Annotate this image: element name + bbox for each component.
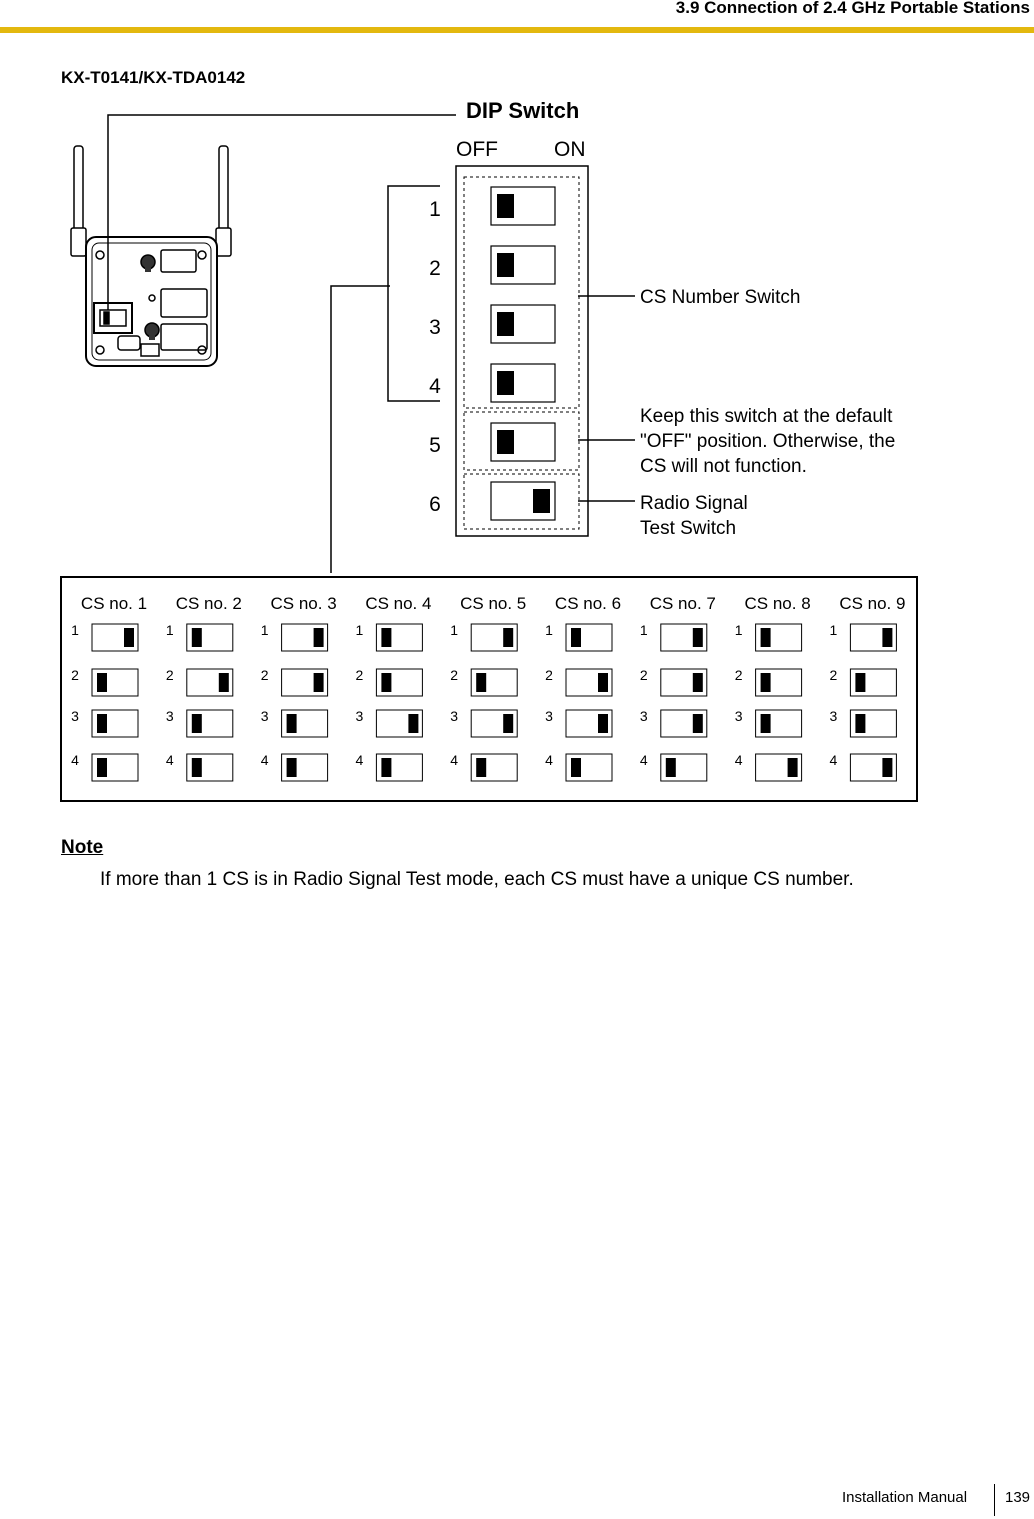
keep-default-line: Keep this switch at the default xyxy=(640,406,893,427)
cs-column-label: CS no. 2 xyxy=(175,594,242,613)
dip-switch-lever xyxy=(497,253,514,277)
radio-signal-test-label xyxy=(640,491,748,541)
cs-switch-lever xyxy=(97,758,107,777)
cs-row-number: 4 xyxy=(639,752,648,768)
cs-row-number: 2 xyxy=(355,667,364,683)
cs-switch-lever xyxy=(598,714,608,733)
cs-row-number: 3 xyxy=(165,708,174,724)
keep-default-line: "OFF" position. Otherwise, the xyxy=(640,431,896,452)
cs-switch-lever xyxy=(882,628,892,647)
cs-row-number: 4 xyxy=(450,752,459,768)
cs-switch-lever xyxy=(666,758,676,777)
cs-row-number: 2 xyxy=(260,667,269,683)
dip-switch-title: DIP Switch xyxy=(466,98,580,123)
cs-switch-lever xyxy=(476,673,486,692)
cs-switch-lever xyxy=(381,673,391,692)
cs-row-number: 2 xyxy=(639,667,648,683)
cs-row-number: 2 xyxy=(545,667,553,683)
cs-column-label: CS no. 9 xyxy=(839,594,906,613)
cs-switch-lever xyxy=(571,628,581,647)
cs-switch-lever xyxy=(761,628,771,647)
cs-unit-illustration xyxy=(71,146,231,366)
page-number: 139 xyxy=(1005,1489,1031,1506)
cs-switch-lever xyxy=(882,758,892,777)
cs-row-number: 3 xyxy=(545,708,553,724)
cs-number-switch-label: CS Number Switch xyxy=(640,287,801,308)
dip-group-outlines xyxy=(464,177,579,529)
cs-row-number: 3 xyxy=(355,708,364,724)
dip-switch-number: 4 xyxy=(429,375,441,398)
cs-row-number: 4 xyxy=(165,752,174,768)
cs-column-label: CS no. 1 xyxy=(80,594,148,613)
cs-row-number: 1 xyxy=(165,622,174,638)
cs-switch-lever xyxy=(855,714,865,733)
cs-switch-lever xyxy=(761,673,771,692)
cs-row-number: 1 xyxy=(734,622,743,638)
cs-switch-lever xyxy=(287,758,297,777)
dip-switch-lever xyxy=(497,371,514,395)
note-text: If more than 1 CS is in Radio Signal Test mode, each CS must have a unique CS number. xyxy=(100,869,854,890)
cs-switch-lever xyxy=(97,673,107,692)
cs-column-label: CS no. 8 xyxy=(744,594,811,613)
cs-switch-lever xyxy=(598,673,608,692)
cs-column-label: CS no. 6 xyxy=(554,594,622,613)
cs-row-number: 4 xyxy=(355,752,364,768)
cs-row-number: 3 xyxy=(260,708,269,724)
cs-column-label: CS no. 3 xyxy=(270,594,337,613)
keep-default-line: CS will not function. xyxy=(640,456,807,477)
cs-row-number: 1 xyxy=(545,622,553,638)
cs-switch-lever xyxy=(693,673,703,692)
cs-row-number: 1 xyxy=(355,622,364,638)
dip-switch-number: 6 xyxy=(429,493,441,516)
cs-switch-lever xyxy=(381,758,391,777)
cs-column-label: CS no. 7 xyxy=(649,594,716,613)
cs-switch-lever xyxy=(503,628,513,647)
cs-switch-lever xyxy=(314,673,324,692)
radio-signal-line: Radio Signal xyxy=(640,493,748,514)
cs-switch-lever xyxy=(503,714,513,733)
cs-row-number: 1 xyxy=(71,622,79,638)
dip-switch-number: 2 xyxy=(429,257,441,280)
on-label: ON xyxy=(554,138,586,161)
cs-row-number: 3 xyxy=(71,708,79,724)
dip-switch-lever xyxy=(533,489,550,513)
note-title: Note xyxy=(61,837,104,858)
cs-switch-lever xyxy=(408,714,418,733)
keep-default-note xyxy=(640,404,895,479)
model-title: KX-T0141/KX-TDA0142 xyxy=(61,68,246,87)
cs-row-number: 1 xyxy=(639,622,648,638)
dip-switch-lever xyxy=(497,312,514,336)
dip-switch-number: 3 xyxy=(429,316,441,339)
radio-signal-line: Test Switch xyxy=(640,518,737,539)
cs-row-number: 1 xyxy=(829,622,838,638)
cs-row-number: 4 xyxy=(260,752,269,768)
cs-switch-lever xyxy=(287,714,297,733)
cs-row-number: 3 xyxy=(734,708,743,724)
cs-switch-lever xyxy=(192,714,202,733)
cs-row-number: 3 xyxy=(829,708,838,724)
cs-row-number: 2 xyxy=(71,667,79,683)
cs-switch-lever xyxy=(192,758,202,777)
footer-divider xyxy=(994,1484,995,1516)
section-title: 3.9 Connection of 2.4 GHz Portable Stations xyxy=(675,0,1030,17)
cs-row-number: 4 xyxy=(734,752,743,768)
cs-switch-lever xyxy=(314,628,324,647)
cs-switch-lever xyxy=(571,758,581,777)
cs-row-number: 2 xyxy=(450,667,459,683)
cs-switch-lever xyxy=(124,628,134,647)
cs-switch-lever xyxy=(761,714,771,733)
cs-row-number: 2 xyxy=(165,667,174,683)
off-label: OFF xyxy=(456,138,498,161)
footer-manual-title: Installation Manual xyxy=(842,1489,968,1506)
dip-switch-lever xyxy=(497,194,514,218)
cs-row-number: 3 xyxy=(450,708,459,724)
cs-switch-lever xyxy=(476,758,486,777)
dip-switch-number: 1 xyxy=(429,198,441,221)
cs-switch-lever xyxy=(788,758,798,777)
cs-row-number: 2 xyxy=(734,667,743,683)
cs-row-number: 4 xyxy=(545,752,553,768)
cs-switch-lever xyxy=(219,673,229,692)
dip-switch-number: 5 xyxy=(429,434,441,457)
cs-row-number: 4 xyxy=(829,752,838,768)
cs-switch-lever xyxy=(97,714,107,733)
cs-row-number: 4 xyxy=(71,752,79,768)
cs-column-label: CS no. 5 xyxy=(460,594,527,613)
cs-switch-lever xyxy=(693,628,703,647)
cs-row-number: 1 xyxy=(450,622,459,638)
cs-column-label: CS no. 4 xyxy=(365,594,432,613)
cs-switch-lever xyxy=(693,714,703,733)
cs-switch-lever xyxy=(381,628,391,647)
cs-row-number: 2 xyxy=(829,667,838,683)
cs-number-table xyxy=(71,594,905,781)
cs-switch-lever xyxy=(192,628,202,647)
cs-switch-lever xyxy=(855,673,865,692)
cs-row-number: 1 xyxy=(260,622,269,638)
dip-switch-lever xyxy=(497,430,514,454)
cs-row-number: 3 xyxy=(639,708,648,724)
